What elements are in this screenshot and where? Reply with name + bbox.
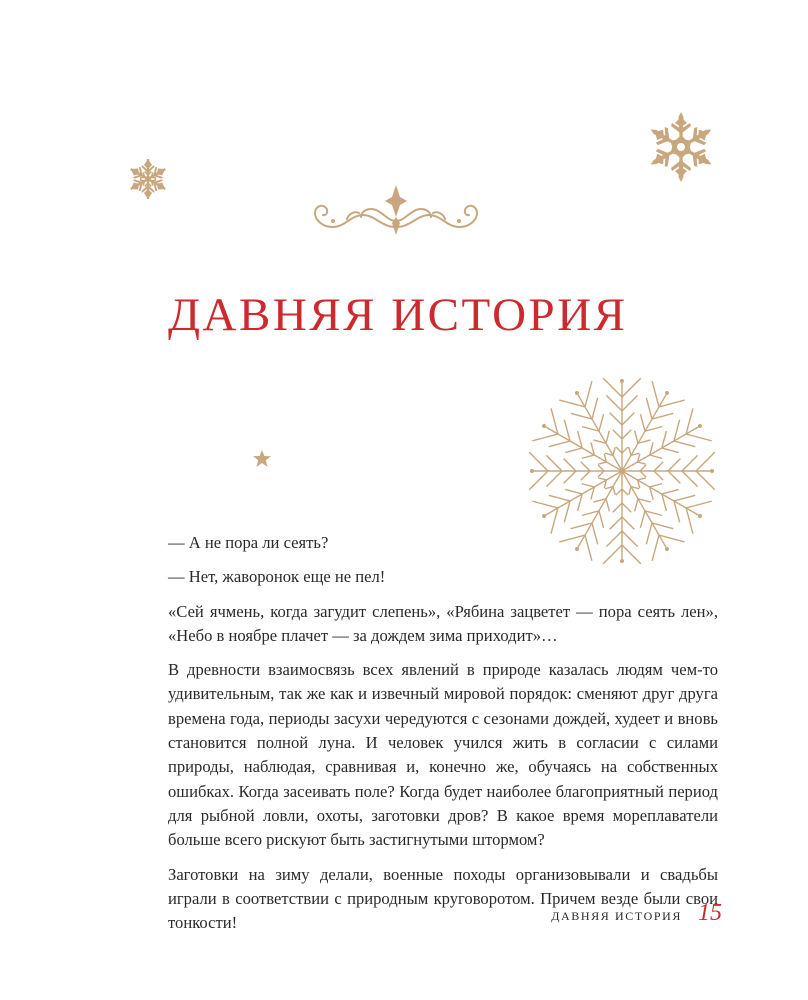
snowflake-icon	[644, 110, 718, 184]
paragraph: В древности взаимосвязь всех явлений в природе казалась людям чем-то удивительным, так же как и извечный мировой порядок: сменяют друг друга времена года, периоды засухи чередуются с сезонами дождей, худеет и вновь становится полной луна. И человек учился жить в согласии с силами природы, наблюдая, сравнивая и, конечно же, обучаясь на собственных ошибках. Когда засеивать поле? Когда будет наиболее благоприятный период для рыбной ловли, охоты, заготовки дров? В какое время мореплаватели больше всего рискуют быть застигнутыми штормом?	[168, 660, 718, 850]
page-footer	[551, 900, 722, 927]
dialog-line: — А не пора ли сеять?	[168, 533, 329, 552]
paragraph: «Сей ячмень, когда загудит слепень», «Рябина зацветет — пора сеять лен», «Небо в ноябре плачет — за дождем зима приходит»…	[168, 601, 718, 645]
star-icon	[252, 449, 272, 469]
dialog-line: — Нет, жаворонок еще не пел!	[168, 567, 386, 587]
body-text	[168, 531, 718, 945]
chapter-title: ДАВНЯЯ ИСТОРИЯ	[168, 289, 628, 341]
snowflake-icon	[126, 157, 170, 201]
running-head: ДАВНЯЯ ИСТОРИЯ	[551, 909, 682, 923]
paragraph: Заготовки на зиму делали, военные походы организовывали и свадьбы играли в соответствии с природным круговоротом. Причем везде были свои тонкости!	[168, 864, 718, 933]
page-number: 15	[698, 900, 722, 926]
ornament-flourish-icon	[309, 183, 483, 237]
